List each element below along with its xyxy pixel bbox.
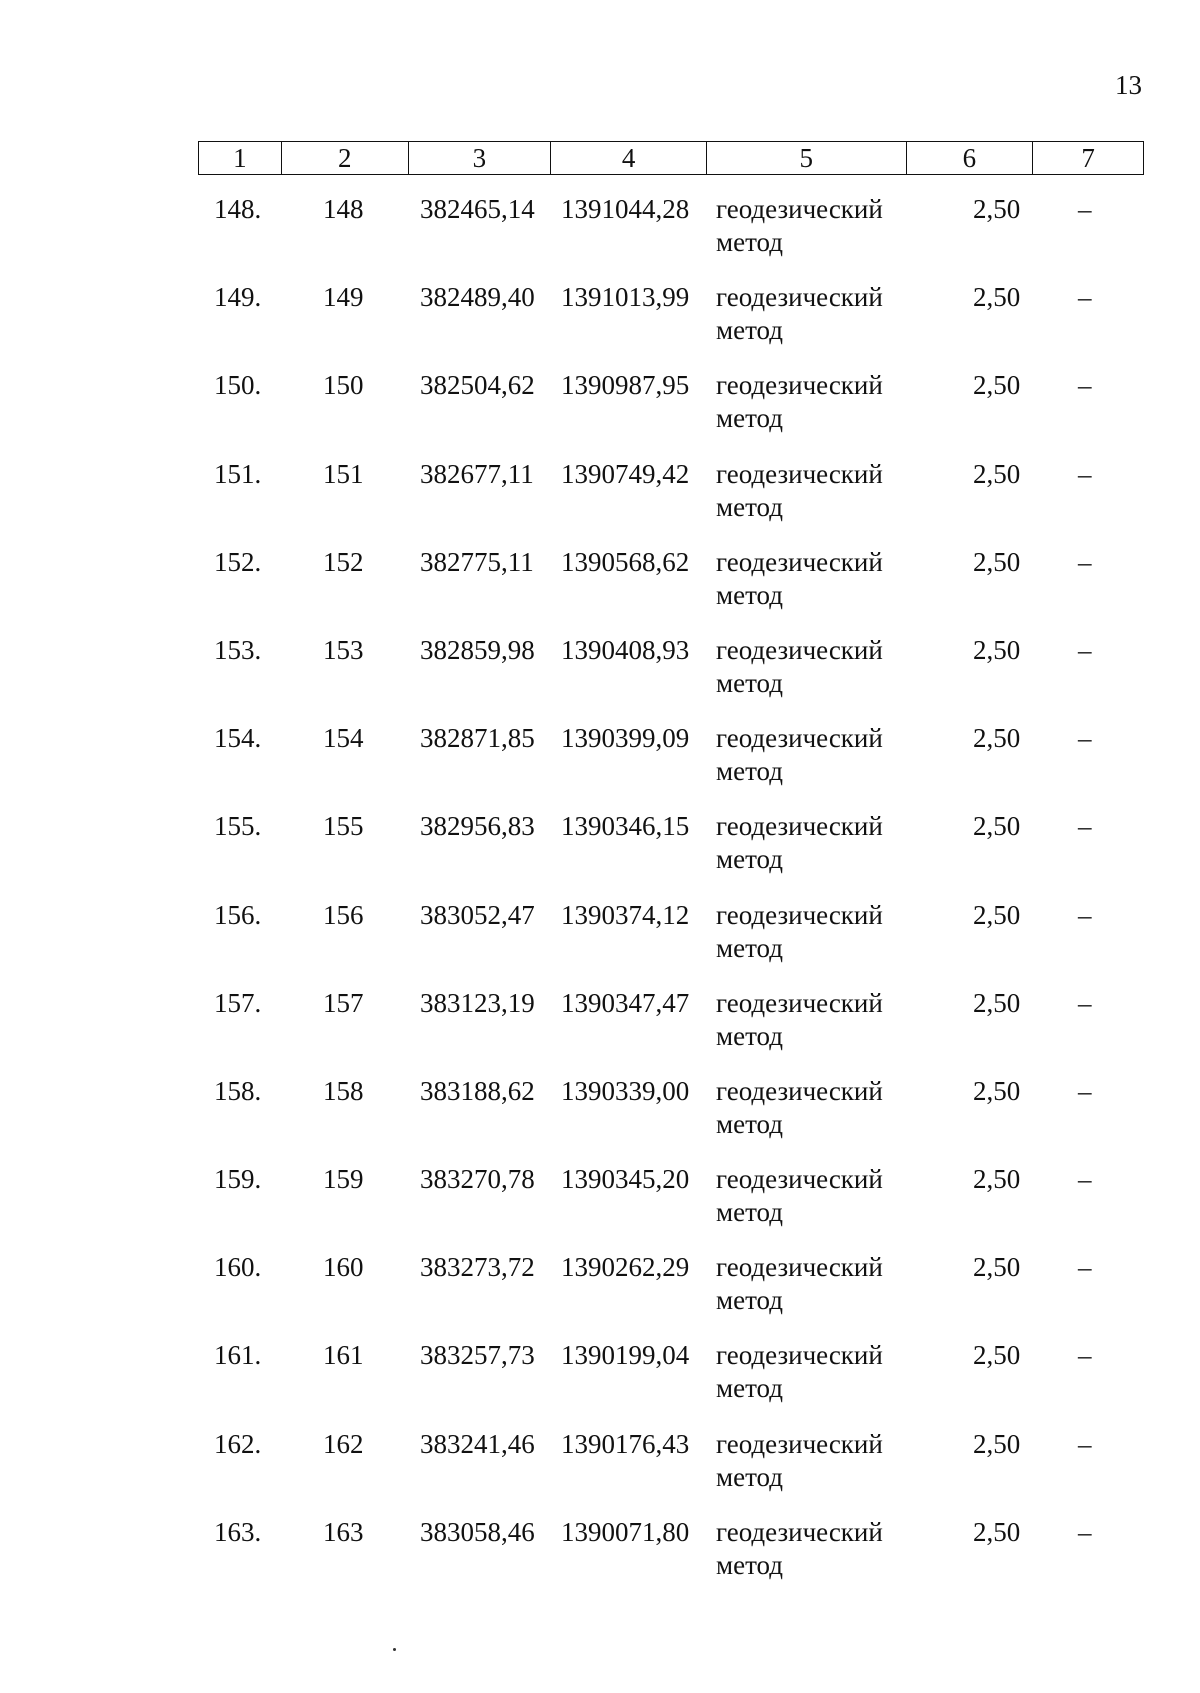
cell-row-number: 156. (214, 899, 262, 930)
cell-accuracy: 2,50 (973, 1340, 1021, 1371)
table-row (198, 458, 1144, 546)
cell-coord-x: 382871,85 (420, 723, 535, 754)
page-number: 13 (1115, 70, 1142, 100)
cell-accuracy: 2,50 (973, 1252, 1021, 1283)
cell-coord-x: 382504,62 (420, 370, 535, 401)
cell-row-number: 161. (214, 1340, 262, 1371)
cell-coord-x: 382489,40 (420, 282, 535, 313)
cell-method: геодезический метод (716, 1340, 883, 1404)
cell-note: – (1078, 370, 1092, 401)
cell-accuracy: 2,50 (973, 987, 1021, 1018)
cell-point-id: 162 (323, 1428, 364, 1459)
cell-note: – (1078, 282, 1092, 313)
cell-row-number: 157. (214, 987, 262, 1018)
header-cell-3: 3 (409, 142, 552, 174)
cell-note: – (1078, 1252, 1092, 1283)
cell-accuracy: 2,50 (973, 1164, 1021, 1195)
cell-point-id: 163 (323, 1516, 364, 1547)
table-body (198, 193, 1144, 1604)
scan-speck (393, 1648, 396, 1651)
cell-row-number: 158. (214, 1075, 262, 1106)
cell-accuracy: 2,50 (973, 194, 1021, 224)
cell-coord-x: 383270,78 (420, 1164, 535, 1195)
cell-note: – (1078, 546, 1092, 577)
cell-method: геодезический метод (716, 899, 883, 963)
cell-point-id: 158 (323, 1075, 364, 1106)
table-row (198, 546, 1144, 634)
cell-point-id: 154 (323, 723, 364, 754)
cell-method: геодезический метод (716, 1516, 883, 1580)
cell-accuracy: 2,50 (973, 723, 1021, 754)
cell-method: геодезический метод (716, 370, 883, 434)
cell-accuracy: 2,50 (973, 1516, 1021, 1547)
cell-coord-y: 1390071,80 (561, 1516, 690, 1547)
cell-coord-y: 1390346,15 (561, 811, 690, 842)
cell-point-id: 161 (323, 1340, 364, 1371)
table-row (198, 1516, 1144, 1604)
cell-note: – (1078, 1340, 1092, 1371)
cell-coord-x: 382859,98 (420, 634, 535, 665)
table-row (198, 281, 1144, 369)
cell-row-number: 154. (214, 723, 262, 754)
cell-accuracy: 2,50 (973, 899, 1021, 930)
cell-point-id: 148 (323, 194, 364, 224)
cell-point-id: 149 (323, 282, 364, 313)
cell-accuracy: 2,50 (973, 634, 1021, 665)
cell-method: геодезический метод (716, 194, 883, 257)
cell-note: – (1078, 987, 1092, 1018)
cell-point-id: 150 (323, 370, 364, 401)
cell-row-number: 149. (214, 282, 262, 313)
cell-coord-y: 1390568,62 (561, 546, 690, 577)
header-cell-6: 6 (907, 142, 1034, 174)
cell-method: геодезический метод (716, 811, 883, 875)
cell-method: геодезический метод (716, 282, 883, 346)
cell-row-number: 151. (214, 458, 262, 489)
cell-coord-x: 383273,72 (420, 1252, 535, 1283)
cell-coord-y: 1390262,29 (561, 1252, 690, 1283)
cell-note: – (1078, 1164, 1092, 1195)
cell-point-id: 159 (323, 1164, 364, 1195)
cell-point-id: 156 (323, 899, 364, 930)
cell-method: геодезический метод (716, 987, 883, 1051)
cell-coord-x: 383058,46 (420, 1516, 535, 1547)
cell-coord-y: 1390408,93 (561, 634, 690, 665)
cell-coord-x: 383241,46 (420, 1428, 535, 1459)
table-row (198, 987, 1144, 1075)
cell-accuracy: 2,50 (973, 546, 1021, 577)
table-header (198, 141, 1144, 175)
cell-coord-x: 382465,14 (420, 194, 535, 224)
table-row (198, 1251, 1144, 1339)
cell-note: – (1078, 899, 1092, 930)
cell-note: – (1078, 458, 1092, 489)
cell-method: геодезический метод (716, 546, 883, 610)
cell-note: – (1078, 723, 1092, 754)
cell-coord-y: 1390374,12 (561, 899, 690, 930)
cell-accuracy: 2,50 (973, 458, 1021, 489)
cell-method: геодезический метод (716, 1428, 883, 1492)
cell-point-id: 155 (323, 811, 364, 842)
cell-method: геодезический метод (716, 1164, 883, 1228)
cell-row-number: 155. (214, 811, 262, 842)
cell-row-number: 159. (214, 1164, 262, 1195)
cell-coord-y: 1390345,20 (561, 1164, 690, 1195)
cell-row-number: 162. (214, 1428, 262, 1459)
cell-method: геодезический метод (716, 1252, 883, 1316)
table-row (198, 810, 1144, 898)
cell-note: – (1078, 811, 1092, 842)
cell-method: геодезический метод (716, 1075, 883, 1139)
cell-row-number: 160. (214, 1252, 262, 1283)
table-row (198, 193, 1144, 281)
cell-note: – (1078, 634, 1092, 665)
cell-coord-x: 383257,73 (420, 1340, 535, 1371)
cell-accuracy: 2,50 (973, 1428, 1021, 1459)
table-row (198, 899, 1144, 987)
cell-row-number: 150. (214, 370, 262, 401)
header-cell-1: 1 (199, 142, 282, 174)
header-cell-7: 7 (1081, 142, 1095, 173)
cell-method: геодезический метод (716, 458, 883, 522)
table-row (198, 722, 1144, 810)
table-row (198, 1075, 1144, 1163)
cell-coord-y: 1391013,99 (561, 282, 690, 313)
header-cell-2: 2 (282, 142, 409, 174)
table-row (198, 1428, 1144, 1516)
cell-note: – (1078, 194, 1092, 224)
cell-coord-y: 1391044,28 (561, 194, 690, 224)
table-row (198, 1339, 1144, 1427)
cell-row-number: 148. (214, 194, 262, 224)
cell-accuracy: 2,50 (973, 1075, 1021, 1106)
cell-coord-x: 382677,11 (420, 458, 534, 489)
cell-note: – (1078, 1075, 1092, 1106)
cell-note: – (1078, 1428, 1092, 1459)
header-cell-5: 5 (707, 142, 907, 174)
cell-row-number: 153. (214, 634, 262, 665)
cell-coord-x: 383052,47 (420, 899, 535, 930)
cell-accuracy: 2,50 (973, 282, 1021, 313)
cell-note: – (1078, 1516, 1092, 1547)
cell-point-id: 152 (323, 546, 364, 577)
cell-coord-y: 1390347,47 (561, 987, 690, 1018)
cell-point-id: 153 (323, 634, 364, 665)
cell-coord-y: 1390176,43 (561, 1428, 690, 1459)
cell-row-number: 163. (214, 1516, 262, 1547)
cell-coord-y: 1390749,42 (561, 458, 690, 489)
cell-coord-y: 1390339,00 (561, 1075, 690, 1106)
cell-point-id: 151 (323, 458, 364, 489)
cell-accuracy: 2,50 (973, 370, 1021, 401)
cell-method: геодезический метод (716, 634, 883, 698)
table-row (198, 634, 1144, 722)
cell-coord-y: 1390399,09 (561, 723, 690, 754)
cell-coord-y: 1390199,04 (561, 1340, 690, 1371)
cell-method: геодезический метод (716, 723, 883, 787)
cell-coord-x: 382775,11 (420, 546, 534, 577)
cell-point-id: 160 (323, 1252, 364, 1283)
cell-point-id: 157 (323, 987, 364, 1018)
table-row (198, 1163, 1144, 1251)
header-cell-4: 4 (551, 142, 707, 174)
cell-row-number: 152. (214, 546, 262, 577)
cell-coord-x: 383188,62 (420, 1075, 535, 1106)
table-row (198, 369, 1144, 457)
cell-coord-y: 1390987,95 (561, 370, 690, 401)
cell-coord-x: 383123,19 (420, 987, 535, 1018)
cell-accuracy: 2,50 (973, 811, 1021, 842)
cell-coord-x: 382956,83 (420, 811, 535, 842)
